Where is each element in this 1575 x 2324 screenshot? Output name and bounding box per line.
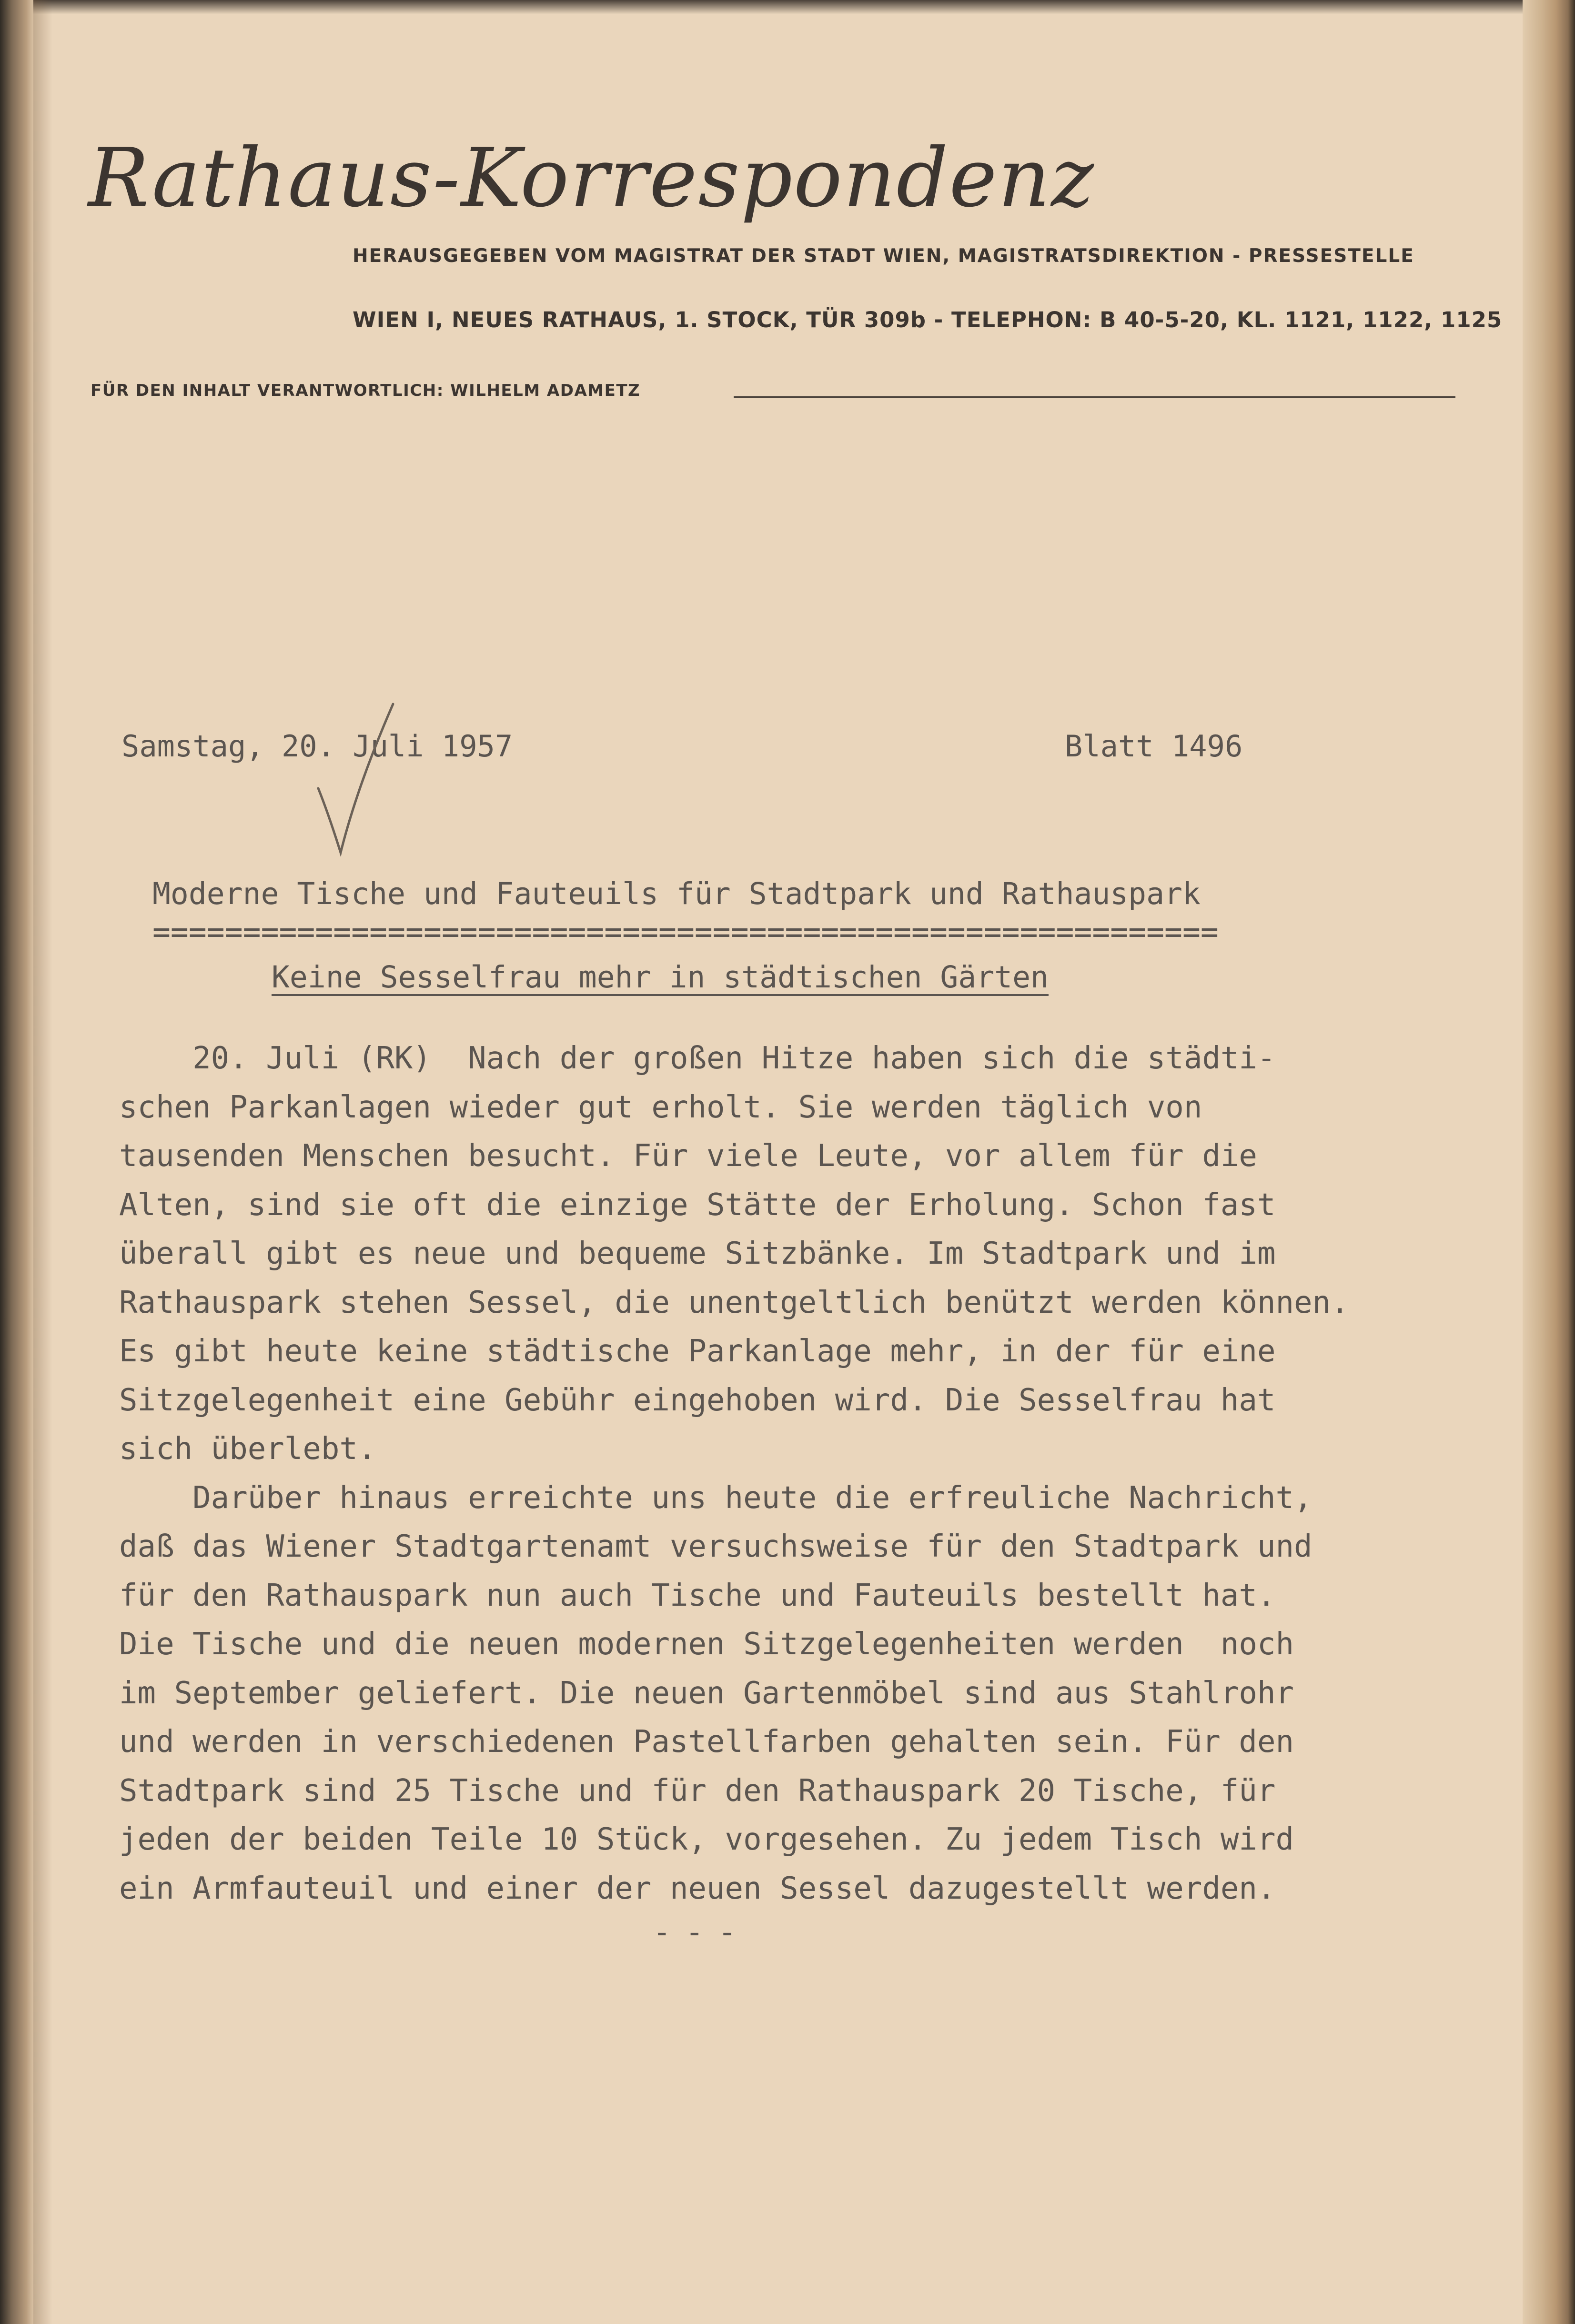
article-body-line: Darüber hinaus erreichte uns heute die erfreuliche Nachricht, [119, 1480, 1312, 1516]
sheet-number: Blatt 1496 [1065, 729, 1243, 764]
article-headline: Moderne Tische und Fauteuils für Stadtpark und Rathauspark [152, 876, 1201, 911]
letterhead-title: Rathaus-Korrespondenz [88, 131, 1095, 225]
article-body-line: ein Armfauteuil und einer der neuen Sessel dazugestellt werden. [119, 1871, 1276, 1906]
article-subheadline: Keine Sesselfrau mehr in städtischen Gärten [272, 960, 1049, 995]
article-body-line: Die Tische und die neuen modernen Sitzgelegenheiten werden noch [119, 1627, 1294, 1662]
article-body-line: im September geliefert. Die neuen Gartenmöbel sind aus Stahlrohr [119, 1675, 1294, 1711]
letterhead-publisher: HERAUSGEGEBEN VOM MAGISTRAT DER STADT WIEN, MAGISTRATSDIREKTION - PRESSESTELLE [353, 245, 1414, 267]
article-body-line: überall gibt es neue und bequeme Sitzbänke. Im Stadtpark und im [119, 1236, 1276, 1271]
article-body-line: schen Parkanlagen wieder gut erholt. Sie werden täglich von [119, 1089, 1202, 1125]
article-body-line: 20. Juli (RK) Nach der großen Hitze haben sich die städti- [119, 1041, 1276, 1076]
letterhead-responsible: FÜR DEN INHALT VERANTWORTLICH: WILHELM ADAMETZ [91, 381, 641, 400]
article-body-line: Stadtpark sind 25 Tische und für den Rathauspark 20 Tische, für [119, 1773, 1276, 1809]
page-top-edge [0, 0, 1575, 14]
article-body-line: tausenden Menschen besucht. Für viele Leute, vor allem für die [119, 1138, 1257, 1174]
book-binding [0, 0, 33, 2324]
letterhead-rule [734, 396, 1455, 398]
pencil-checkmark-icon [314, 700, 395, 857]
article-body-line: Alten, sind sie oft die einzige Stätte der Erholung. Schon fast [119, 1187, 1276, 1223]
article-body-line: für den Rathauspark nun auch Tische und Fauteuils bestellt hat. [119, 1578, 1276, 1613]
article-body-line: und werden in verschiedenen Pastellfarben gehalten sein. Für den [119, 1724, 1294, 1760]
page-stack-edge [1523, 0, 1575, 2324]
letterhead-address: WIEN I, NEUES RATHAUS, 1. STOCK, TÜR 309b - TELEPHON: B 40-5-20, KL. 1121, 1122, 1125 [353, 307, 1503, 332]
article-body-line: Es gibt heute keine städtische Parkanlage mehr, in der für eine [119, 1334, 1276, 1369]
dateline-date: Samstag, 20. Juli 1957 [121, 729, 513, 764]
article-body-line: Sitzgelegenheit eine Gebühr eingehoben wird. Die Sesselfrau hat [119, 1382, 1276, 1418]
article-end-mark: --- [653, 1915, 751, 1950]
article-body-line: jeden der beiden Teile 10 Stück, vorgesehen. Zu jedem Tisch wird [119, 1822, 1294, 1857]
article-body-line: daß das Wiener Stadtgartenamt versuchsweise für den Stadtpark und [119, 1529, 1312, 1564]
headline-double-rule: =========================================================== [152, 915, 1219, 949]
article-body-line: Rathauspark stehen Sessel, die unentgeltlich benützt werden können. [119, 1285, 1349, 1320]
binding-shadow [33, 0, 52, 2324]
article-body-line: sich überlebt. [119, 1431, 376, 1467]
